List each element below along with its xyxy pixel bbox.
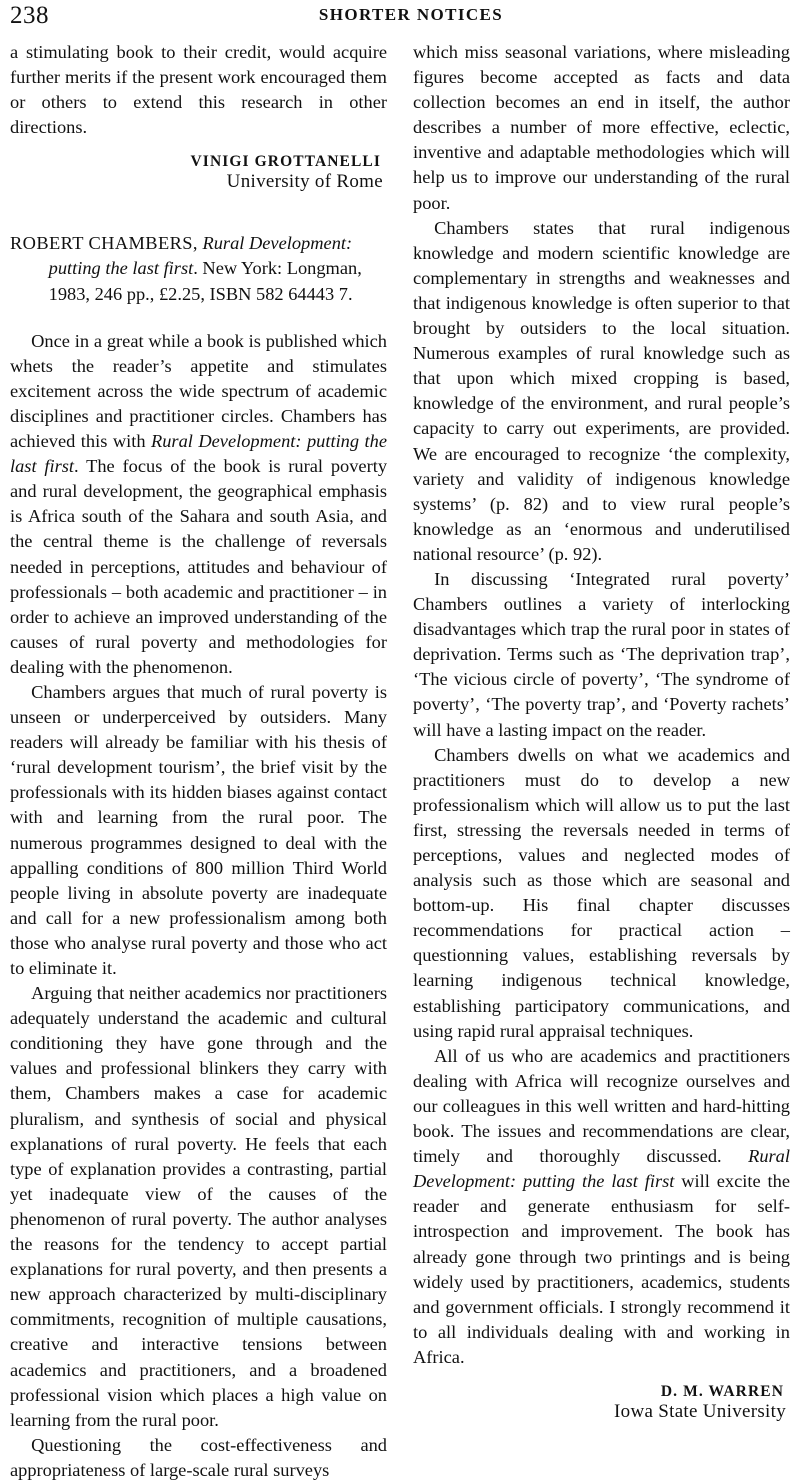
paragraph-text: Once in a great while a book is published which whets the reader’s appetite and stimulates excitement across the wide spectrum of academic disciplines and practitioner circles. Chambers has achieved this with	[10, 330, 387, 452]
citation-title: Rural Development: putting the last first	[48, 233, 353, 279]
running-head-title: SHORTER NOTICES	[318, 5, 504, 24]
right-column-paragraphs	[413, 40, 790, 1370]
paragraph-text: . The focus of the book is rural poverty and rural development, the geographical emphasis is Africa south of the Sahara and south Asia, and the central theme is the challenge of reversals needed in perceptions, attitudes and behaviour of professionals – both academic and practitioner – in order to achieve an improved understanding of the causes of rural poverty and methodologies for dealing with the phenomenon.	[10, 456, 388, 677]
paragraph-text: In discussing ‘Integrated rural poverty’ Chambers outlines a variety of interlocking disadvantages which trap the rural poor in states of deprivation. Terms such as ‘The deprivation trap’, ‘The vicious circle of poverty’, ‘The syndrome of poverty’, ‘The poverty trap’, and ‘Poverty rachets’ will have a lasting impact on the reader.	[413, 568, 790, 740]
italic-book-title: Rural Development: putting the last first	[10, 431, 387, 477]
paragraph-text: Chambers dwells on what we academics and practitioners must do to develop a new professionalism which will allow us to put the last first, stressing the reversals needed in terms of perceptions, values and neglected modes of analysis such as those which are seasonal and bottom-up. His final chapter discusses recommendations for practical action – questionning values, establishing reversals by learning indigenous technical knowledge, establishing participatory communications, and using rapid rural appraisal techniques.	[413, 744, 790, 1041]
body-paragraph	[413, 743, 790, 1044]
reviewer-affiliation: Iowa State University	[614, 1400, 786, 1422]
continued-paragraph: a stimulating book to their credit, would acquire further merits if the present work encouraged them or others to extend this research in other directions.	[10, 42, 387, 138]
paragraph-text: Chambers argues that much of rural poverty is unseen or underperceived by outsiders. Many readers will already be familiar with his thesis of ‘rural development tourism’, the brief visit by the professionals with its hidden biases against contact with and learning from the rural poor. The numerous programmes designed to deal with the appalling conditions of 800 million Third World people living in absolute poverty are inadequate and call for a new professionalism among both those who analyse rural poverty and those who act to eliminate it.	[10, 681, 387, 978]
paragraph-text: which miss seasonal variations, where misleading figures become accepted as facts and data collection becomes an end in itself, the author describes a number of more effective, eclectic, inventive and adaptable methodologies which will help us to improve our understanding of the rural poor.	[413, 42, 790, 213]
paragraph-text: Questioning the cost-effectiveness and appropriateness of large-scale rural surveys	[10, 1434, 387, 1480]
paragraph-text: All of us who are academics and practitioners dealing with Africa will recognize ourselves and our colleagues in this well written and hard-hitting book. The issues and recommendations are clear, timely and thoroughly discussed.	[413, 1045, 790, 1167]
body-paragraph	[413, 216, 790, 567]
body-paragraph	[10, 981, 387, 1433]
reviewer-name: D. M. WARREN	[660, 1382, 784, 1400]
right-column	[413, 40, 790, 1423]
left-column-paragraphs	[10, 329, 387, 1483]
left-column	[10, 40, 387, 1483]
reviewer-signature-grottanelli	[10, 153, 387, 193]
body-paragraph	[10, 329, 387, 680]
paragraph-text: Chambers states that rural indigenous knowledge and modern scientific knowledge are complementary in strengths and weaknesses and that indigenous knowledge is often superior to that brought by outsiders to the local situation. Numerous examples of rural knowledge such as that upon which mixed cropping is based, knowledge of the environment, and rural people’s capacity to carry out experiments, are provided. We are encouraged to recognize ‘the complexity, variety and validity of indigenous knowledge systems’ (p. 82) and to view rural people’s knowledge as an ‘enormous and underutilised national resource’ (p. 92).	[413, 217, 790, 564]
body-paragraph	[10, 680, 387, 981]
page-number: 238	[10, 2, 49, 29]
two-column-body	[10, 40, 790, 1483]
body-paragraph	[10, 1433, 387, 1483]
paragraph-text: will excite the reader and generate enthusiasm for self-introspection and improvement. The book has already gone through two printings and is being widely used by practitioners, academics, students and government officials. I strongly recommend it to all individuals dealing with and working in Africa.	[413, 1171, 790, 1367]
reviewer-affiliation: University of Rome	[226, 171, 383, 193]
italic-book-title: Rural Development: putting the last first	[413, 1146, 790, 1192]
book-citation	[10, 231, 387, 306]
reviewer-name: VINIGI GROTTANELLI	[190, 153, 381, 171]
body-paragraph	[413, 40, 790, 216]
body-paragraph	[413, 1044, 790, 1370]
paragraph-text: Arguing that neither academics nor practitioners adequately understand the academic and cultural conditioning they have gone through and the values and professional blinkers they carry with them, Chambers makes a case for academic pluralism, and synthesis of social and physical explanations of rural poverty. He feels that each type of explanation provides a contrasting, partial yet inadequate view of the causes of the phenomenon of rural poverty. The author analyses the reasons for the tendency to accept partial explanations for rural poverty, and then presents a new approach characterized by multi-disciplinary commitments, recognition of multiple causations, creative and interactive tensions between academics and practitioners, and a broadened professional vision which places a high value on learning from the rural poor.	[10, 983, 387, 1430]
running-head	[10, 0, 790, 40]
citation-author: ROBERT CHAMBERS,	[10, 233, 198, 254]
citation-imprint: . New York: Longman, 1983, 246 pp., £2.25, ISBN 582 64443 7.	[48, 258, 362, 304]
reviewer-signature-warren	[413, 1383, 790, 1423]
body-paragraph	[413, 567, 790, 743]
